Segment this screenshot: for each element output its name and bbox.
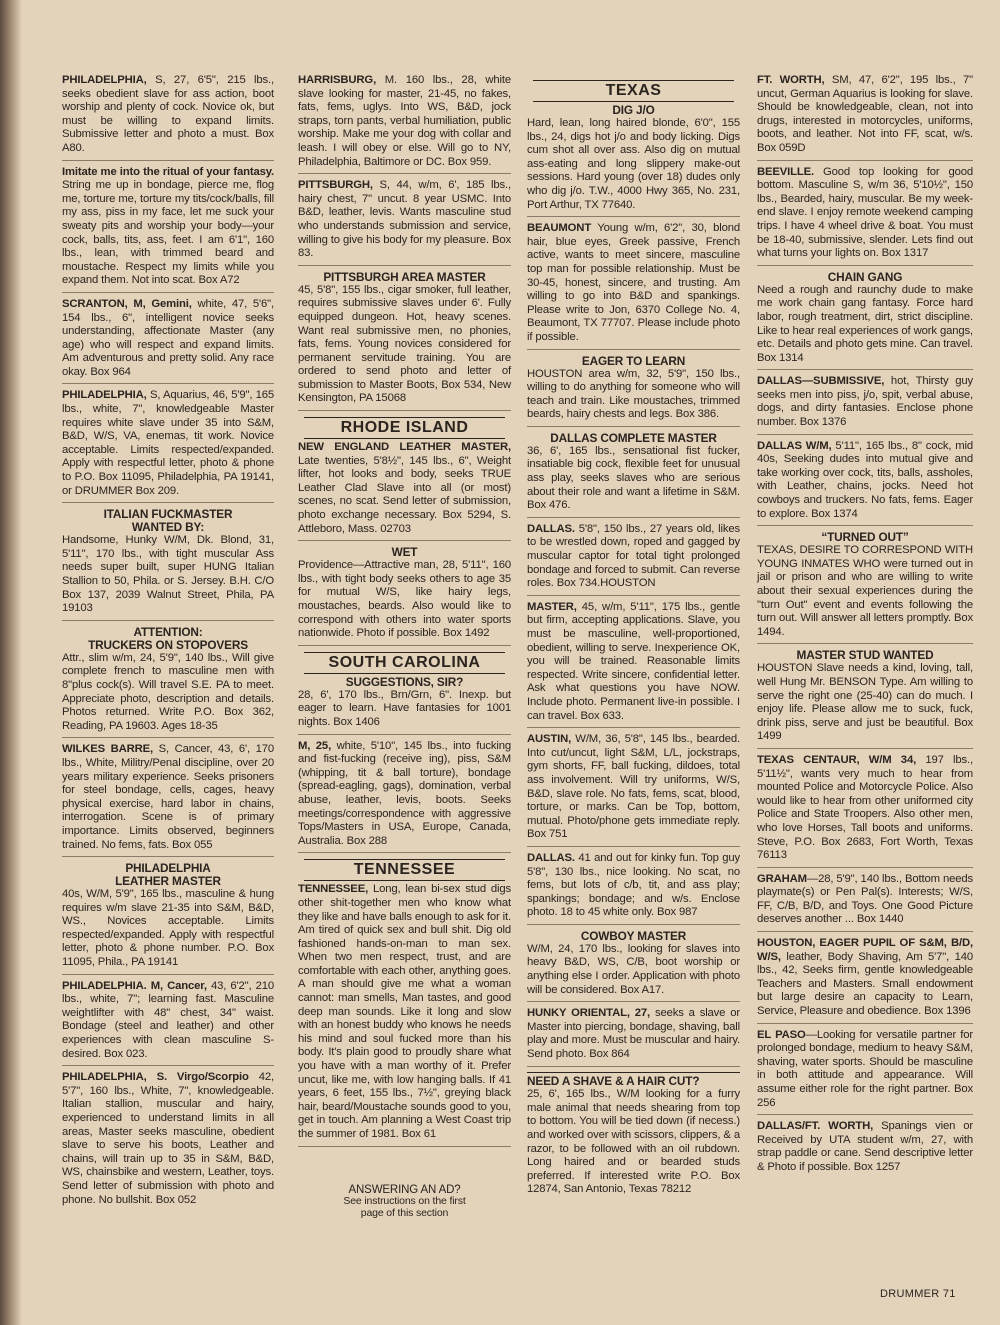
ad-body: white, 47, 5'6", 154 lbs., 6", intelligent novice seeks understanding, affectionate Master (any age) who will respect and expand limits. Am adventurous and pretty solid. Any race okay. Box 964 (62, 297, 274, 378)
ad-heading: AUSTIN, (527, 733, 572, 746)
ad-heading: SCRANTON, M, Gemini, (62, 297, 192, 310)
ad-heading: TENNESSEE, (298, 883, 369, 896)
classified-ad (62, 1071, 274, 1211)
classified-ad (527, 852, 740, 925)
ad-title: ATTENTION: TRUCKERS ON STOPOVERS (88, 624, 248, 652)
ad-body: 28, 6', 170 lbs., Brn/Grn, 6". Inexp. but eager to learn. Have fantasies for 1001 nights. Box 1406 (298, 688, 511, 728)
classified-ad (62, 508, 274, 621)
ad-title: DALLAS COMPLETE MASTER (550, 430, 717, 445)
ad-body: 43, 6'2", 210 lbs., white, 7"; learning fast. Masculine weightlifter with 48" chest, 34" waist. Bondage (steel and leather) and other experiences with clean masculine S-desired. Box 023. (62, 979, 274, 1060)
ad-heading: PHILADELPHIA. M, Cancer, (62, 979, 207, 992)
classified-ad (757, 531, 973, 644)
ad-body: 40s, W/M, 5'9", 165 lbs., masculine & hung requires w/m slave 21-35 into S&M, B&D, WS., Novices acceptable. Limits respected/expanded. Apply with respectful letter, photo & phone number. P.O. Box 11095, Phila., PA 19141 (62, 888, 274, 969)
classified-ad (757, 166, 973, 266)
ad-body: M. 160 lbs., 28, white slave looking for master, 21-45, no fakes, fats, fems, uglys. Into WS, B&D, jock straps, torn pants, verbal humiliation, public worship. Make me your dog with collar and leash. I will obey or else. Will go to NY, Philadelphia, Baltimore or DC. Box 959. (298, 74, 511, 168)
ad-body: 45, 5'8", 155 lbs., cigar smoker, full leather, requires submissive slaves under 6'. Fully equipped dungeon. Hot, heavy scenes. Want real submissive men, no phonies, fats, fems. Young novices considered for permanent servitude training. You are ordered to send photo and letter of submission to Master Boots, Box 534, New Kensington, PA 15068 (298, 283, 511, 405)
classified-ad (62, 298, 274, 385)
classified-ad (62, 74, 274, 161)
classified-ad (298, 74, 511, 174)
column-3 (527, 74, 740, 1206)
ad-body: Providence—Attractive man, 28, 5'11", 160 lbs., with tight body seeks others to age 35 for mutual W/S, like hairy legs, moustaches, beards. Also would like to correspond with others into water sports nationwide. Photo if possible. Box 1492 (298, 559, 511, 640)
classified-ad (757, 375, 973, 434)
classified-ad (527, 601, 740, 728)
classified-ad (298, 441, 511, 541)
ad-title: NEED A SHAVE & A HAIR CUT? (527, 1073, 700, 1088)
classified-ad (527, 104, 740, 217)
ad-body: —28, 5'9", 140 lbs., Bottom needs playmate(s) or Pen Pal(s). Interests; W/S, FF, C/B, B/D, and Toys. One Good Picture deserves another ... Box 1440 (757, 872, 973, 926)
ad-body: 41 and out for kinky fun. Top guy 5'8", 130 lbs., nice looking. No scat, no fems, but lots of c/b, tit, and ass play; spankings; bondage; and w/s. Enclose photo. 18 to 45 white only. Box 987 (527, 851, 740, 919)
ad-heading: DALLAS. (527, 851, 575, 864)
note-line: page of this section (360, 1206, 449, 1219)
classified-ad (527, 733, 740, 847)
ad-body: 5'8", 150 lbs., 27 years old, likes to be wrestled down, roped and gagged by muscular captor for total tight prolonged bondage and forced to submit. Can reverse roles. Box 734.HOUSTON (527, 522, 740, 590)
column-2 (298, 74, 511, 1219)
classified-ad (757, 1120, 973, 1178)
ad-body: 5'11", 165 lbs., 8" cock, mid 40s, Seeking dudes into mutual give and take working over cock, tits, balls, assholes, with Leather, chains, jocks. Need hot cowboys and truckers. No fats, fems. Eager to explore. Box 1374 (757, 439, 973, 520)
classified-ad (298, 883, 511, 1146)
ad-title: “TURNED OUT” (821, 530, 909, 545)
ad-body: S, Aquarius, 46, 5'9", 165 lbs., white, 7", knowledgeable Master requires white slave under 35 into S&M, B&D, W/S, VA, enemas, tit work. Novice acceptable. Limits respected/expanded. Apply with respectful letter, photo & phone to P.O. Box 11095, Philadelphia, PA 19141, or DRUMMER Box 209. (62, 389, 274, 497)
page-folio: DRUMMER 71 (880, 1288, 956, 1300)
column-4 (757, 74, 973, 1184)
page-binding-shadow (0, 0, 22, 1325)
ad-heading: EL PASO (757, 1028, 806, 1041)
ad-title: COWBOY MASTER (580, 928, 687, 943)
ad-body: white, 5'10", 145 lbs., into fucking and fist-fucking (receive ing), piss, S&M (whipping, tit & ball torture), bondage (spread-eagling, gags), domination, verbal abuse, leather, levis, boots. Seeks meetings/correspondence with aggressive Tops/Masters in USA, Europe, Canada, Australia. Box 288 (298, 739, 511, 847)
ad-body: leather, Body Shaving, Am 5'7", 140 lbs., 42, Seeks firm, gentle knowledgeable Teachers and Masters. Small endowment but large desire an capacity to Learn, Service, Pleasure and obedience. Box 1396 (757, 950, 973, 1018)
ad-body: HOUSTON area w/m, 32, 5'9", 150 lbs., willing to do anything for someone who will teach and train. Like moustaches, trimmed beards, hairy chests and legs. Box 386. (527, 367, 740, 421)
classified-ad (757, 271, 973, 371)
ad-heading: BEEVILLE. (757, 165, 815, 178)
ad-body: Young w/m, 6'2", 30, blond hair, blue eyes, Greek passive, French active, wants to meet sincere, masculine top man for possible relationship. Must be 30-45, honest, sincere, and trusting. Am willing to go into B&D and spankings. Please write to Jon, 6370 College No. 4, Beaumont, TX 77707. Please include photo if possible. (527, 222, 740, 343)
ad-title: CHAIN GANG (827, 269, 903, 284)
ad-heading: WILKES BARRE, (62, 743, 154, 756)
column-1 (62, 74, 274, 1216)
note-line: ANSWERING AN AD? (348, 1183, 461, 1196)
classified-ad (62, 166, 274, 293)
classified-ad (62, 980, 274, 1067)
ad-heading: Imitate me into the ritual of your fantasy. (62, 165, 274, 178)
ad-title: EAGER TO LEARN (581, 353, 686, 368)
classified-ad (757, 754, 973, 868)
ad-body: SM, 47, 6'2", 195 lbs., 7" uncut, German Aquarius is looking for slave. Should be knowledgeable, clean, not into drugs, interested in motorcycles, uniforms, boots, and leather. Not into FF, scat, w/s. Box 059D (757, 74, 973, 154)
classified-ad (757, 440, 973, 527)
ad-title: PHILADELPHIA LEATHER MASTER (115, 861, 221, 889)
classified-ad (298, 676, 511, 735)
ad-body: String me up in bondage, pierce me, flog me, torture me, torture my tits/cock/balls, fill my ass, piss in my face, let me suck your sweaty pits and worship your body—your cock, balls, tits, ass, feet. I am 6'1", 160 lbs., lean, with trimmed beard and moustache. Respect my limits while you expand them. Not into scat. Box A72 (62, 179, 274, 287)
classified-ad (298, 271, 511, 411)
ad-body: TEXAS, DESIRE TO CORRESPOND WITH YOUNG INMATES WHO were turned out in jail or prison and who are willing to write about their sexual experiences during the "turn Out" event and events following the turn out. Will answer all letters promptly. Box 1494. (757, 544, 973, 638)
answering-ad-note (298, 1185, 511, 1220)
note-line: See instructions on the first (343, 1195, 466, 1208)
classified-ad (62, 626, 274, 739)
ad-heading: PHILADELPHIA, (62, 389, 147, 402)
ad-heading: HARRISBURG, (298, 74, 377, 86)
ad-title: MASTER STUD WANTED (796, 648, 934, 663)
ad-heading: PITTSBURGH, (298, 179, 373, 192)
classified-ad (62, 743, 274, 857)
classified-ad (527, 432, 740, 518)
ad-body: Need a rough and raunchy dude to make me work chain gang fantasy. Force hard labor, rough treatment, dirt, strict discipline. Like to hear real experiences of work gangs, etc. Details and photo gets mine. Can travel. Box 1314 (757, 283, 973, 364)
ad-heading: PHILADELPHIA, (62, 74, 147, 86)
ad-body: 36, 6', 165 lbs., sensational fist fucker, insatiable big cock, flexible feet for unusual ass play, seeks slaves who are serious about their role and want a lifetime in S&M. Box 476. (527, 444, 740, 512)
classified-ad (527, 355, 740, 427)
ad-heading: MASTER, (527, 600, 577, 613)
ad-heading: DALLAS W/M, (757, 439, 832, 452)
classified-ad (527, 1072, 740, 1201)
ad-body: Handsome, Hunky W/M, Dk. Blond, 31, 5'11", 170 lbs., with tight muscular Ass needs super built, super HUNG Italian Stallion to 50, Phila. or S. Jersey. B.H. C/O Box 137, 2039 Walnut Street, Phila, PA 19103 (62, 534, 274, 615)
classified-ad (757, 937, 973, 1024)
ad-body: Long, lean bi-sex stud digs other shit-together men who know what they like and have balls enough to ask for it. Am tired of quick sex and bull shit. Dig old fashioned hands-on-man to man sex. When two men respect, trust, and are comfortable with each other, anything goes. A man should give me what a woman cannot: man smells, Man tastes, and good deep man sounds. Like it long and slow with an honest buddy who knows he needs his mind and soul fucked more than his body. It's plain good to proudly share what you have with a man worthy of it. Prefer uncut, like me, with low hanging balls. If 41 years, 6 feet, 155 lbs., 7½", greying black hair, beard/Moustache sounds good to you, get in touch. Am planning a West Coast trip the summer of 1981. Box 61 (298, 883, 511, 1140)
ad-body: —Looking for versatile partner for prolonged bondage, medium to heavy S&M, shaving, water sports. Should be masculine in both attitude and appearance. Will assume either role for the right partner. Box 256 (757, 1028, 973, 1109)
ad-heading: NEW ENGLAND LEATHER MASTER, (298, 441, 511, 454)
ad-body: Good top looking for good bottom. Masculine S, w/m 36, 5'10½", 150 lbs., Bearded, hairy, muscular. Be my week-end slave. I enjoy remote weekend camping trips. I have 4 wheel drive & boat. You must be 18-40, submissive, slender. Lets find out what turns your lights on. Box 1317 (757, 165, 973, 260)
ad-body: 45, w/m, 5'11", 175 lbs., gentle but firm, accepting applications. Slave, you must be masculine, well-proportioned, obedient, willing to serve. Inexperience OK, you will be trained. Reasonable limits respected. Write sincere, confidential letter. Ask what questions you have NOW. Include photo. Permanent live-in possible. I can travel. Box 633. (527, 600, 740, 722)
classified-ad (527, 523, 740, 596)
classified-ad (62, 862, 274, 975)
ad-body: 42, 5'7", 160 lbs., White, 7", knowledgeable. Italian stallion, muscular and hairy, experienced to understand limits in all areas, Master seeks masculine, obedient slave to serve his boots, Leather and chains, will train up to 35 in S&M, B&D, WS, chainsbike and western, Leather, toys. Send letter of submission with photo and phone. No bullshit. Box 052 (62, 1071, 274, 1206)
ad-body: S, 27, 6'5", 215 lbs., seeks obedient slave for ass action, boot worship and plenty of cock. Novice ok, but must be willing to expand limits. Submissive letter and photo a must. Box A80. (62, 74, 274, 154)
ad-heading: GRAHAM (757, 872, 807, 885)
ad-heading: FT. WORTH, (757, 74, 825, 86)
ad-body: hot, Thirsty guy seeks men into piss, j/o, spit, verbal abuse, dogs, and dirty fantasies. Enclose phone number. Box 1376 (757, 375, 973, 429)
ad-body: Late twenties, 5'8½", 145 lbs., 6", Weight lifter, hot looks and body, seeks TRUE Leather Clad Slave into all (or most) scenes, no scat. Send letter of submission, photo exchange necessary. Box 5294, S. Attleboro, Mass. 02703 (298, 454, 511, 535)
classified-ad (298, 546, 511, 646)
ad-body: W/M, 24, 170 lbs., looking for slaves into heavy B&D, WS, C/B, boot worship or anything else I order. Application with photo will be considered. Box A17. (527, 942, 740, 996)
ad-body: Spanings vien or Received by UTA student w/m, 27, with strap paddle or cane. Send descriptive letter & Photo if possible. Box 1257 (757, 1120, 973, 1173)
classified-ad (527, 1007, 740, 1066)
ad-body: S, 44, w/m, 6', 185 lbs., hairy chest, 7" uncut. 8 year USMC. Into B&D, leather, levis. Wants masculine stud who understands submission and service, willing to give his body for my pleasure. Box 83. (298, 179, 511, 260)
ad-heading: DALLAS—SUBMISSIVE, (757, 375, 885, 388)
ad-body: W/M, 36, 5'8", 145 lbs., bearded. Into cut/uncut, light S&M, L/L, jockstraps, gym shorts, FF, ball fucking, dildoes, total ass involvement. Will try uniforms, W/S, B&D, slave role. No fats, fems, scat, blood, torture, or marks. Can be Top, bottom, mutual. Photo/phone gets immediate reply. Box 751 (527, 733, 740, 841)
section-heading: RHODE ISLAND (304, 417, 505, 439)
section-heading: SOUTH CAROLINA (304, 652, 505, 674)
ad-body: seeks a slave or Master into piercing, bondage, shaving, ball play and more. Must be muscular and hairy. Send photo. Box 864 (527, 1007, 740, 1061)
ad-body: HOUSTON Slave needs a kind, loving, tall, well Hung Mr. BENSON Type. Am willing to serve the right one (25-40) can do much. I enjoy life. Please allow me to suck, fuck, drink piss, serve and just be beautiful. Box 1499 (757, 662, 973, 743)
classified-ad (757, 873, 973, 932)
ad-body: Hard, lean, long haired blonde, 6'0", 155 lbs., 24, digs hot j/o and body licking. Digs cum shot all over ass. Also dig on mutual ass-eating and long slippery make-out sessions. Hard young (over 18) dudes only who dig j/o. T.W., 4000 Hwy 365, No. 231, Port Arthur, TX 77640. (527, 117, 740, 211)
ad-title: DIG J/O (612, 103, 655, 117)
classified-ad (298, 179, 511, 266)
ad-heading: PHILADELPHIA, S. Virgo/Scorpio (62, 1071, 249, 1084)
ad-body: Attr., slim w/m, 24, 5'9", 140 lbs., Will give complete french to masculine men with 8"plus cock(s). Will travel S.E. PA to meet. Appreciate photo, description and details. Photos returned. Write P.O. Box 362, Reading, PA 19603. Ages 18-35 (62, 651, 274, 732)
ad-heading: BEAUMONT (527, 222, 592, 235)
classified-ad (298, 740, 511, 854)
ad-heading: DALLAS. (527, 522, 575, 535)
ad-heading: M, 25, (298, 739, 332, 752)
section-heading: TENNESSEE (304, 859, 505, 881)
ad-title: SUGGESTIONS, SIR? (345, 674, 464, 689)
classified-ad (527, 222, 740, 349)
section-heading: TEXAS (533, 80, 734, 102)
ad-title: PITTSBURGH AREA MASTER (323, 269, 486, 284)
ad-body: 197 lbs., 5'11½", wants very much to hear from mounted Police and Motorcycle Police. Also would like to hear from other uniformed city Police and State Troopers. Also other men, who love Horses, Tall boots and uniforms. Steve, P.O. Box 2683, Fort Worth, Texas 76113 (757, 753, 973, 862)
ad-title: WET (391, 545, 418, 560)
classified-ad (757, 649, 973, 749)
classified-ad (757, 1029, 973, 1116)
ad-heading: HOUSTON, EAGER PUPIL OF S&M, B/D, W/S, (757, 937, 973, 963)
classified-ad (527, 930, 740, 1002)
ad-title: ITALIAN FUCKMASTER WANTED BY: (103, 507, 233, 535)
ad-body: 25, 6', 165 lbs., W/M looking for a furry male animal that needs shearing from top to bottom. You will be tied down (if necess.) and worked over with scissors, clippers, & a razor, to be followed with an oil rubdown. Long haired and or bearded studs preferred. If interested write P.O. Box 12874, San Antonio, Texas 78212 (527, 1088, 740, 1196)
ad-heading: DALLAS/FT. WORTH, (757, 1120, 874, 1133)
classified-ad (757, 74, 973, 161)
ad-heading: HUNKY ORIENTAL, 27, (527, 1007, 651, 1020)
ad-heading: TEXAS CENTAUR, W/M 34, (757, 753, 917, 766)
classified-ad (62, 389, 274, 503)
ad-body: S, Cancer, 43, 6', 170 lbs., White, Militry/Penal discipline, over 20 years military experience. Seeks prisoners for steel bondage, cells, cages, heavy physical exercise, hard labor in chains, interrogation. Scene is of primary importance. Limits observed, beginners trained. No fems, fats. Box 055 (62, 743, 274, 851)
